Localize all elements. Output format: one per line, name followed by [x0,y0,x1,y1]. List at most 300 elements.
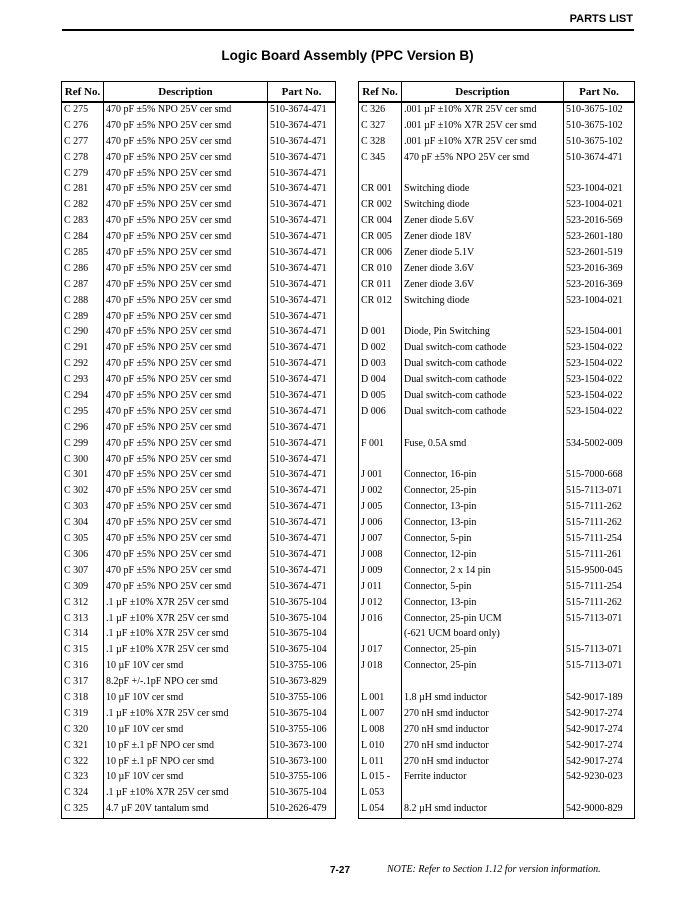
table-row [359,453,635,469]
footer-note: NOTE: Refer to Section 1.12 for version information. [387,864,601,875]
part-no-header: Part No. [564,82,635,103]
description-cell: Connector, 5-pin [402,580,564,596]
ref-no-cell: C 278 [62,151,104,167]
ref-no-cell: C 276 [62,119,104,135]
part-no-cell: 523-2601-180 [564,230,635,246]
ref-no-cell: C 313 [62,612,104,628]
ref-no-cell: C 320 [62,723,104,739]
description-cell: 470 pF ±5% NPO 25V cer smd [104,246,268,262]
table-row [62,135,336,151]
part-no-cell: 510-3674-471 [268,564,336,580]
ref-no-cell: C 314 [62,627,104,643]
ref-no-cell: CR 005 [359,230,402,246]
description-cell: 270 nH smd inductor [402,755,564,771]
table-row [359,437,635,453]
section-header: PARTS LIST [569,13,633,25]
description-cell: Switching diode [402,198,564,214]
description-cell: 470 pF ±5% NPO 25V cer smd [104,580,268,596]
part-no-cell [564,310,635,326]
description-cell: 270 nH smd inductor [402,723,564,739]
part-no-cell [564,167,635,183]
description-cell: Connector, 2 x 14 pin [402,564,564,580]
description-cell: 470 pF ±5% NPO 25V cer smd [104,167,268,183]
table-row [359,341,635,357]
ref-no-cell: L 007 [359,707,402,723]
table-row [359,802,635,818]
part-no-cell: 510-3674-471 [268,580,336,596]
part-no-cell: 515-7113-071 [564,659,635,675]
part-no-cell: 515-7111-262 [564,596,635,612]
description-cell: Connector, 13-pin [402,500,564,516]
table-row [359,310,635,326]
ref-no-cell: C 281 [62,182,104,198]
table-row [359,786,635,802]
table-row [359,278,635,294]
part-no-cell: 510-3675-102 [564,102,635,119]
ref-no-cell [359,675,402,691]
table-row [62,596,336,612]
part-no-cell: 510-3674-471 [268,405,336,421]
table-row [62,453,336,469]
ref-no-cell: J 001 [359,468,402,484]
description-cell: .1 µF ±10% X7R 25V cer smd [104,596,268,612]
ref-no-cell: J 018 [359,659,402,675]
part-no-cell: 523-1004-021 [564,182,635,198]
description-cell: 470 pF ±5% NPO 25V cer smd [104,262,268,278]
description-cell: 470 pF ±5% NPO 25V cer smd [104,532,268,548]
description-cell: Fuse, 0.5A smd [402,437,564,453]
part-no-cell: 510-3674-471 [268,325,336,341]
ref-no-cell: C 318 [62,691,104,707]
table-row [62,770,336,786]
ref-no-cell: L 015 - [359,770,402,786]
table-row [359,421,635,437]
table-row [62,405,336,421]
part-no-cell: 510-3674-471 [268,230,336,246]
description-cell: 470 pF ±5% NPO 25V cer smd [104,484,268,500]
ref-no-cell: J 012 [359,596,402,612]
description-cell: 470 pF ±5% NPO 25V cer smd [104,294,268,310]
part-no-cell: 510-3674-471 [268,182,336,198]
description-cell: 470 pF ±5% NPO 25V cer smd [104,357,268,373]
ref-no-cell: C 289 [62,310,104,326]
description-cell: 470 pF ±5% NPO 25V cer smd [402,151,564,167]
table-row [359,389,635,405]
part-no-cell: 510-3674-471 [268,373,336,389]
ref-no-cell: D 001 [359,325,402,341]
description-cell [402,167,564,183]
description-cell: Connector, 25-pin UCM [402,612,564,628]
description-cell: Diode, Pin Switching [402,325,564,341]
part-no-cell: 510-3673-100 [268,755,336,771]
description-cell: Zener diode 3.6V [402,278,564,294]
ref-no-cell: C 293 [62,373,104,389]
part-no-cell: 510-3674-471 [268,119,336,135]
ref-no-cell: C 326 [359,102,402,119]
table-row [62,532,336,548]
description-cell: 470 pF ±5% NPO 25V cer smd [104,278,268,294]
description-cell: 470 pF ±5% NPO 25V cer smd [104,341,268,357]
part-no-cell: 515-7111-261 [564,548,635,564]
table-row [359,580,635,596]
description-cell: 10 µF 10V cer smd [104,691,268,707]
description-cell: 470 pF ±5% NPO 25V cer smd [104,548,268,564]
ref-no-cell: C 327 [359,119,402,135]
table-row [359,230,635,246]
description-cell [402,310,564,326]
ref-no-cell: C 283 [62,214,104,230]
parts-table-left [61,81,336,819]
description-cell: .1 µF ±10% X7R 25V cer smd [104,627,268,643]
part-no-cell: 510-3674-471 [268,437,336,453]
ref-no-cell: C 304 [62,516,104,532]
part-no-cell: 515-7111-262 [564,500,635,516]
ref-no-cell: J 006 [359,516,402,532]
table-row [62,341,336,357]
description-cell [402,675,564,691]
description-cell: Switching diode [402,294,564,310]
description-cell: 470 pF ±5% NPO 25V cer smd [104,119,268,135]
ref-no-cell: C 322 [62,755,104,771]
description-cell: 8.2 µH smd inductor [402,802,564,818]
part-no-cell: 510-3675-104 [268,627,336,643]
part-no-cell: 523-1504-022 [564,357,635,373]
table-row [359,707,635,723]
description-cell: Connector, 13-pin [402,516,564,532]
description-cell: Dual switch-com cathode [402,373,564,389]
part-no-cell: 510-3674-471 [268,167,336,183]
ref-no-cell: C 277 [62,135,104,151]
part-no-cell: 510-3674-471 [268,135,336,151]
description-cell: 470 pF ±5% NPO 25V cer smd [104,516,268,532]
description-cell: 270 nH smd inductor [402,707,564,723]
table-row [62,516,336,532]
description-cell: Connector, 16-pin [402,468,564,484]
table-row [62,310,336,326]
ref-no-cell: C 301 [62,468,104,484]
ref-no-cell: J 005 [359,500,402,516]
description-cell: 10 pF ±.1 pF NPO cer smd [104,739,268,755]
part-no-cell [564,675,635,691]
ref-no-cell: CR 012 [359,294,402,310]
ref-no-cell: CR 001 [359,182,402,198]
ref-no-cell: L 053 [359,786,402,802]
description-cell: Dual switch-com cathode [402,341,564,357]
part-no-cell: 523-2016-369 [564,278,635,294]
ref-no-cell: C 305 [62,532,104,548]
part-no-cell: 510-3674-471 [268,421,336,437]
table-row [62,214,336,230]
description-cell: Dual switch-com cathode [402,357,564,373]
table-row [62,659,336,675]
ref-no-header: Ref No. [359,82,402,103]
table-row [359,167,635,183]
ref-no-cell: C 312 [62,596,104,612]
table-row [62,643,336,659]
table-row [359,182,635,198]
part-no-cell: 510-3674-471 [268,294,336,310]
description-cell: 470 pF ±5% NPO 25V cer smd [104,437,268,453]
ref-no-cell: CR 010 [359,262,402,278]
ref-no-cell: CR 004 [359,214,402,230]
ref-no-cell: C 302 [62,484,104,500]
description-cell: 470 pF ±5% NPO 25V cer smd [104,198,268,214]
ref-no-cell: C 290 [62,325,104,341]
description-cell: Connector, 13-pin [402,596,564,612]
ref-no-cell: C 315 [62,643,104,659]
table-row [62,707,336,723]
ref-no-cell: C 292 [62,357,104,373]
ref-no-cell: C 309 [62,580,104,596]
table-row [359,516,635,532]
description-cell: 10 pF ±.1 pF NPO cer smd [104,755,268,771]
part-no-cell: 523-1504-022 [564,389,635,405]
ref-no-cell: C 321 [62,739,104,755]
ref-no-cell: J 002 [359,484,402,500]
part-no-cell: 510-3674-471 [268,453,336,469]
part-no-cell: 515-7000-668 [564,468,635,484]
part-no-cell: 510-3674-471 [268,262,336,278]
table-row [62,151,336,167]
table-row [62,198,336,214]
table-row [62,182,336,198]
table-row [62,262,336,278]
table-row [359,770,635,786]
ref-no-cell: L 054 [359,802,402,818]
table-row [359,596,635,612]
description-cell: 270 nH smd inductor [402,739,564,755]
part-no-cell: 510-3755-106 [268,659,336,675]
part-no-cell: 523-2016-569 [564,214,635,230]
table-row [359,294,635,310]
part-no-cell: 510-3674-471 [268,310,336,326]
description-cell: 4.7 µF 20V tantalum smd [104,802,268,818]
description-cell: Zener diode 5.6V [402,214,564,230]
description-cell: 470 pF ±5% NPO 25V cer smd [104,310,268,326]
description-cell: Connector, 25-pin [402,659,564,675]
ref-no-cell: C 307 [62,564,104,580]
part-no-cell: 510-3674-471 [268,151,336,167]
table-row [359,102,635,119]
part-no-cell: 510-3674-471 [268,500,336,516]
ref-no-cell: C 316 [62,659,104,675]
description-cell: Connector, 25-pin [402,484,564,500]
table-row [62,468,336,484]
part-no-cell: 510-3675-104 [268,707,336,723]
part-no-cell: 510-3674-471 [268,516,336,532]
ref-no-cell: C 288 [62,294,104,310]
ref-no-cell: C 296 [62,421,104,437]
ref-no-cell: C 323 [62,770,104,786]
description-cell: 470 pF ±5% NPO 25V cer smd [104,102,268,119]
ref-no-cell: C 345 [359,151,402,167]
table-row [62,755,336,771]
ref-no-cell: CR 002 [359,198,402,214]
table-row [62,278,336,294]
part-no-cell: 510-3673-100 [268,739,336,755]
part-no-cell: 510-3674-471 [268,548,336,564]
description-cell: 470 pF ±5% NPO 25V cer smd [104,214,268,230]
table-row [359,675,635,691]
table-row [62,500,336,516]
ref-no-cell: C 306 [62,548,104,564]
part-no-cell: 510-3675-104 [268,643,336,659]
part-no-cell: 510-3674-471 [268,102,336,119]
table-row [359,246,635,262]
table-header-row [359,82,635,103]
ref-no-cell: C 291 [62,341,104,357]
description-cell: 470 pF ±5% NPO 25V cer smd [104,135,268,151]
table-row [62,230,336,246]
part-no-cell: 510-3674-471 [268,468,336,484]
description-cell: 470 pF ±5% NPO 25V cer smd [104,405,268,421]
ref-no-cell [359,627,402,643]
table-row [359,484,635,500]
part-no-cell: 510-3674-471 [268,389,336,405]
ref-no-cell: J 016 [359,612,402,628]
ref-no-cell: J 008 [359,548,402,564]
table-row [62,691,336,707]
table-row [62,167,336,183]
part-no-cell [564,786,635,802]
description-cell: Connector, 5-pin [402,532,564,548]
ref-no-cell: C 325 [62,802,104,818]
ref-no-cell: C 275 [62,102,104,119]
part-no-cell: 510-3674-471 [268,532,336,548]
table-row [359,373,635,389]
table-row [359,723,635,739]
table-row [62,373,336,389]
table-row [359,627,635,643]
ref-no-cell [359,167,402,183]
table-row [359,500,635,516]
part-no-cell: 510-3675-102 [564,135,635,151]
part-no-cell: 510-3674-471 [268,246,336,262]
description-cell: 10 µF 10V cer smd [104,770,268,786]
part-no-cell: 523-2601-519 [564,246,635,262]
part-no-cell: 515-9500-045 [564,564,635,580]
part-no-cell: 523-1504-022 [564,405,635,421]
part-no-cell: 523-1004-021 [564,294,635,310]
part-no-cell: 510-3675-104 [268,612,336,628]
table-row [62,484,336,500]
ref-no-cell: C 286 [62,262,104,278]
table-row [62,548,336,564]
part-no-cell: 510-3674-471 [268,341,336,357]
table-row [359,151,635,167]
description-cell: .001 µF ±10% X7R 25V cer smd [402,135,564,151]
table-row [359,755,635,771]
part-no-cell: 515-7111-254 [564,580,635,596]
description-cell: .001 µF ±10% X7R 25V cer smd [402,102,564,119]
ref-no-cell: D 002 [359,341,402,357]
description-cell: .1 µF ±10% X7R 25V cer smd [104,612,268,628]
table-row [62,357,336,373]
part-no-cell: 542-9017-274 [564,755,635,771]
table-row [359,468,635,484]
table-row [62,675,336,691]
ref-no-cell: D 005 [359,389,402,405]
ref-no-cell: C 284 [62,230,104,246]
ref-no-cell: C 324 [62,786,104,802]
table-row [359,262,635,278]
part-no-cell: 542-9017-274 [564,723,635,739]
description-cell: .001 µF ±10% X7R 25V cer smd [402,119,564,135]
table-row [62,421,336,437]
description-cell: (-621 UCM board only) [402,627,564,643]
part-no-cell: 510-3673-829 [268,675,336,691]
header-rule [62,29,634,31]
part-no-cell: 515-7111-262 [564,516,635,532]
ref-no-cell: D 004 [359,373,402,389]
description-header: Description [402,82,564,103]
description-cell: 470 pF ±5% NPO 25V cer smd [104,421,268,437]
part-no-cell: 510-3674-471 [268,278,336,294]
part-no-cell [564,627,635,643]
table-row [359,643,635,659]
table-row [359,532,635,548]
page-title: Logic Board Assembly (PPC Version B) [221,48,474,63]
ref-no-cell [359,453,402,469]
part-no-cell: 510-2626-479 [268,802,336,818]
ref-no-cell: C 303 [62,500,104,516]
part-no-cell: 523-1504-001 [564,325,635,341]
table-row [62,802,336,818]
description-cell: 1.8 µH smd inductor [402,691,564,707]
ref-no-header: Ref No. [62,82,104,103]
part-no-cell: 542-9000-829 [564,802,635,818]
table-row [359,659,635,675]
description-header: Description [104,82,268,103]
part-no-cell: 542-9017-274 [564,707,635,723]
part-no-header: Part No. [268,82,336,103]
part-no-cell: 515-7113-071 [564,612,635,628]
description-cell: Dual switch-com cathode [402,405,564,421]
part-no-cell: 510-3674-471 [564,151,635,167]
description-cell: 10 µF 10V cer smd [104,659,268,675]
table-header-row [62,82,336,103]
description-cell: Switching diode [402,182,564,198]
part-no-cell: 523-1004-021 [564,198,635,214]
ref-no-cell: D 003 [359,357,402,373]
table-row [62,102,336,119]
ref-no-cell: C 294 [62,389,104,405]
description-cell: 470 pF ±5% NPO 25V cer smd [104,373,268,389]
ref-no-cell: J 009 [359,564,402,580]
part-no-cell: 510-3674-471 [268,484,336,500]
part-no-cell: 523-1504-022 [564,341,635,357]
ref-no-cell: C 287 [62,278,104,294]
table-row [62,786,336,802]
part-no-cell: 542-9017-189 [564,691,635,707]
table-row [62,437,336,453]
ref-no-cell: F 001 [359,437,402,453]
part-no-cell: 510-3755-106 [268,691,336,707]
table-row [62,119,336,135]
page-number: 7-27 [330,865,351,876]
table-row [359,612,635,628]
description-cell: 470 pF ±5% NPO 25V cer smd [104,182,268,198]
part-no-cell: 510-3675-104 [268,596,336,612]
description-cell: Zener diode 3.6V [402,262,564,278]
ref-no-cell: L 011 [359,755,402,771]
description-cell: .1 µF ±10% X7R 25V cer smd [104,643,268,659]
part-no-cell: 510-3674-471 [268,198,336,214]
description-cell: Dual switch-com cathode [402,389,564,405]
ref-no-cell: C 295 [62,405,104,421]
description-cell: 470 pF ±5% NPO 25V cer smd [104,325,268,341]
ref-no-cell: C 282 [62,198,104,214]
